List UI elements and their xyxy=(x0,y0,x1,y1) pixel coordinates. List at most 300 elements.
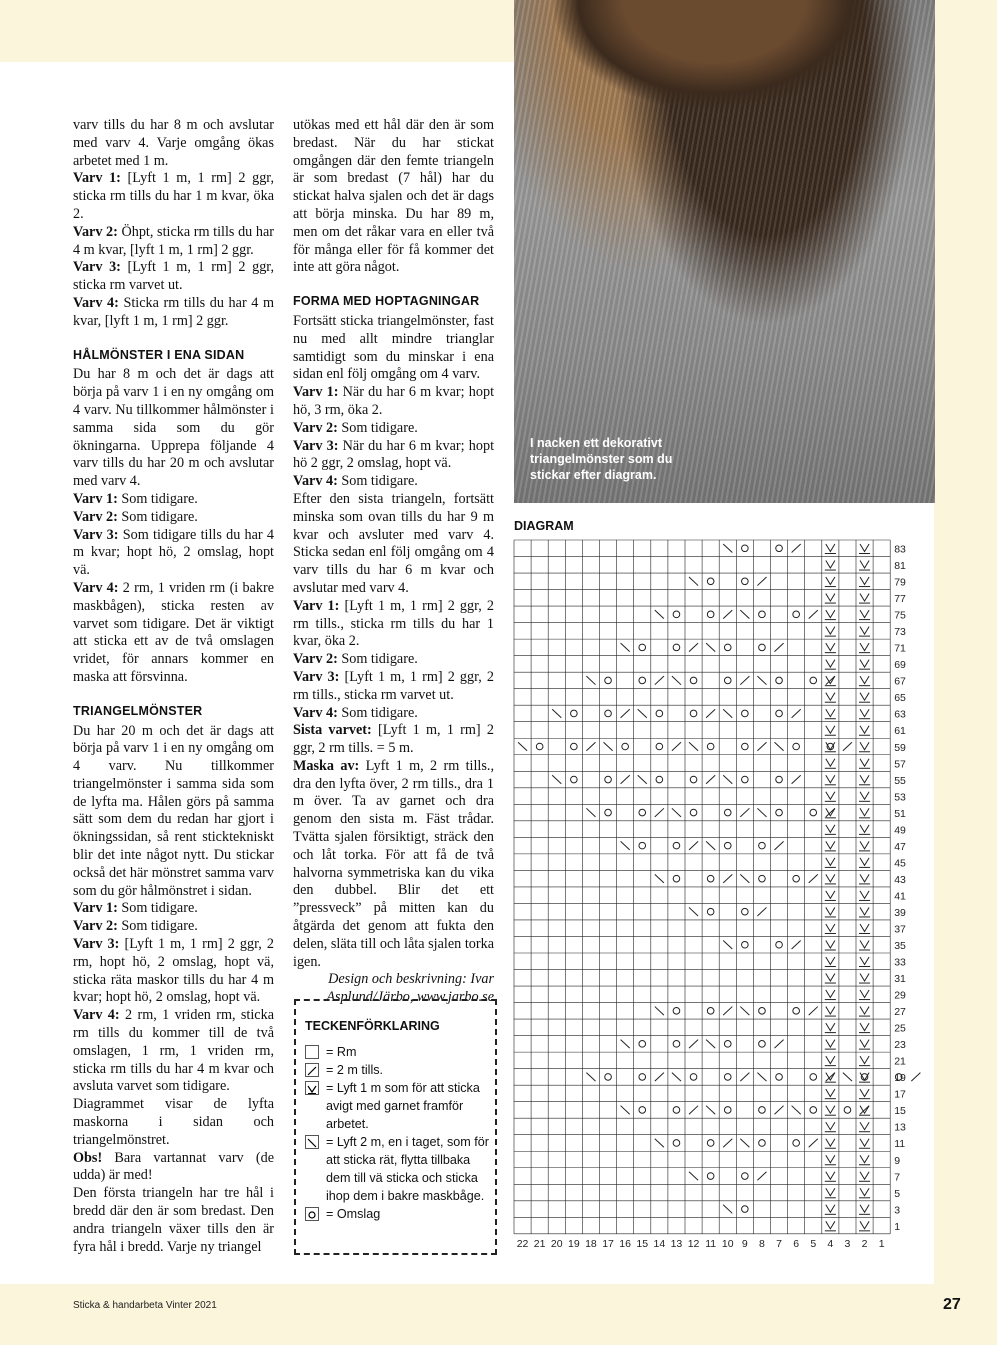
knitting-chart xyxy=(512,538,906,1258)
row-number: 19 xyxy=(894,1072,906,1085)
legend-item xyxy=(296,1061,489,1079)
omslag-symbol xyxy=(844,1107,851,1114)
backslash-symbol xyxy=(843,1073,852,1082)
paragraph xyxy=(293,438,494,474)
lyft-symbol xyxy=(859,841,870,851)
slash-symbol xyxy=(809,1007,818,1016)
column-number: 4 xyxy=(827,1237,834,1250)
omslag-symbol xyxy=(810,1107,817,1114)
column-number: 15 xyxy=(636,1237,649,1250)
slash-symbol xyxy=(775,1040,784,1049)
lyft-symbol xyxy=(859,1007,870,1017)
slash-symbol xyxy=(723,1139,732,1148)
omslag-symbol xyxy=(690,1074,697,1081)
lyft-symbol xyxy=(825,577,836,587)
row-number: 67 xyxy=(894,675,906,688)
row-number: 49 xyxy=(894,824,906,837)
row-label: Varv 2: xyxy=(73,223,118,240)
lyft-symbol xyxy=(859,1188,870,1198)
omslag-symbol xyxy=(793,743,800,750)
row-number: 51 xyxy=(894,807,906,820)
omslag-symbol xyxy=(571,743,578,750)
slash-symbol xyxy=(689,1106,698,1115)
omslag-symbol xyxy=(707,875,714,882)
row-number: 23 xyxy=(894,1039,906,1052)
lyft-symbol xyxy=(825,1056,836,1066)
omslag-symbol xyxy=(639,677,646,684)
lyft-symbol xyxy=(859,1139,870,1149)
photo-caption: I nacken ett dekorativt triangelmönster som du stickar efter diagram. xyxy=(530,436,673,482)
page-number: 27 xyxy=(943,1296,961,1313)
paragraph xyxy=(293,705,494,723)
column-number: 9 xyxy=(741,1237,748,1250)
lyft-symbol xyxy=(825,1221,836,1231)
omslag-symbol xyxy=(793,611,800,618)
slash-symbol xyxy=(655,676,664,685)
design-credit: Design och beskrivning: Ivar Asplund/Järbo, www.jarbo.se xyxy=(326,971,494,1006)
lyft-symbol xyxy=(859,874,870,884)
lyft-symbol xyxy=(859,974,870,984)
backslash-symbol xyxy=(621,841,630,850)
section-heading-triangelmonster: TRIANGELMÖNSTER xyxy=(73,703,203,718)
lyft-symbol xyxy=(859,544,870,554)
omslag-symbol xyxy=(776,710,783,717)
slash-symbol xyxy=(655,1073,664,1082)
omslag-symbol xyxy=(759,1041,766,1048)
legend-item xyxy=(296,1079,489,1133)
omslag-symbol xyxy=(810,677,817,684)
lyft-symbol xyxy=(859,610,870,620)
lyft-symbol xyxy=(859,1089,870,1099)
omslag-symbol xyxy=(673,644,680,651)
slash-symbol xyxy=(689,643,698,652)
row-label: Varv 3: xyxy=(73,259,121,276)
row-label: Varv 2: xyxy=(293,419,338,436)
omslag-symbol xyxy=(707,1140,714,1147)
symbol-legend-box xyxy=(294,999,497,1255)
v-check-icon xyxy=(305,1081,319,1095)
row-number: 47 xyxy=(894,840,906,853)
slash-symbol xyxy=(655,808,664,817)
backslash-symbol xyxy=(706,1106,715,1115)
lyft-symbol xyxy=(859,858,870,868)
row-label: Varv 1: xyxy=(293,597,340,614)
row-number: 59 xyxy=(894,741,906,754)
lyft-symbol xyxy=(859,660,870,670)
row-text: [Lyft 1 m, 1 rm] 2 ggr, sticka rm tills du har 1 m kvar, öka 2. xyxy=(73,170,274,222)
omslag-symbol xyxy=(690,710,697,717)
column-number: 10 xyxy=(721,1237,734,1250)
slash-symbol xyxy=(792,544,801,553)
backslash-symbol xyxy=(586,1073,595,1082)
row-text: När du har 6 m kvar; hopt hö, 3 rm, öka 2. xyxy=(293,384,495,418)
backslash-symbol xyxy=(740,610,749,619)
lyft-symbol xyxy=(825,990,836,1000)
omslag-symbol xyxy=(759,1107,766,1114)
row-text: Som tidigare. xyxy=(117,508,198,525)
backslash-icon xyxy=(305,1135,319,1149)
omslag-symbol xyxy=(605,1074,612,1081)
slash-symbol xyxy=(706,709,715,718)
legend-text: = Lyft 2 m, en i taget, som för att sticka rät, flytta tillbaka dem till vä sticka och sticka ihop dem i bakre maskbåge. xyxy=(326,1135,489,1203)
backslash-symbol xyxy=(638,709,647,718)
slash-symbol xyxy=(775,841,784,850)
column-number: 19 xyxy=(568,1237,580,1250)
omslag-symbol xyxy=(690,677,697,684)
lyft-symbol xyxy=(825,660,836,670)
row-number: 27 xyxy=(894,1006,906,1019)
omslag-symbol xyxy=(776,809,783,816)
backslash-symbol xyxy=(775,742,784,751)
row-number: 45 xyxy=(894,857,906,870)
paragraph xyxy=(73,918,274,936)
column-number: 18 xyxy=(585,1237,597,1250)
backslash-symbol xyxy=(655,874,664,883)
empty-square-icon xyxy=(305,1045,319,1059)
lyft-symbol xyxy=(859,742,870,752)
slash-symbol xyxy=(723,874,732,883)
row-label: Varv 1: xyxy=(293,384,339,401)
lyft-symbol xyxy=(859,924,870,934)
row-number: 43 xyxy=(894,873,906,886)
lyft-symbol xyxy=(825,627,836,637)
lyft-symbol xyxy=(825,561,836,571)
legend-text: = Lyft 1 m som för att sticka avigt med garnet framför arbetet. xyxy=(326,1081,480,1131)
row-number: 25 xyxy=(894,1022,906,1035)
row-text: Som tidigare. xyxy=(117,490,198,507)
lyft-symbol xyxy=(859,1172,870,1182)
lyft-symbol xyxy=(859,808,870,818)
lyft-symbol xyxy=(825,907,836,917)
lyft-symbol xyxy=(825,940,836,950)
backslash-symbol xyxy=(757,1073,766,1082)
slash-symbol xyxy=(586,742,595,751)
omslag-symbol xyxy=(742,743,749,750)
omslag-symbol xyxy=(707,578,714,585)
row-text: När du har 6 m kvar; hopt hö 2 ggr, 2 omslag, hopt vä. xyxy=(293,437,495,472)
slash-symbol xyxy=(689,1040,698,1049)
obs-label: Obs! xyxy=(73,1149,103,1166)
slash-symbol xyxy=(757,742,766,751)
omslag-symbol xyxy=(724,1041,731,1048)
paragraph xyxy=(293,384,494,420)
column-number: 14 xyxy=(653,1237,666,1250)
slash-symbol xyxy=(792,775,801,784)
column-number: 6 xyxy=(793,1237,800,1250)
slash-symbol xyxy=(689,841,698,850)
knit-shawl-photo xyxy=(514,0,935,503)
omslag-symbol xyxy=(724,1107,731,1114)
omslag-symbol xyxy=(673,1107,680,1114)
slash-symbol xyxy=(672,742,681,751)
lyft-symbol xyxy=(825,858,836,868)
lyft-symbol xyxy=(859,940,870,950)
row-text: [Lyft 1 m, 1 rm] 2 ggr, 2 rm tills., sticka rm tills du har 1 kvar, öka 2. xyxy=(293,597,495,650)
backslash-symbol xyxy=(689,742,698,751)
slash-symbol xyxy=(792,709,801,718)
omslag-symbol xyxy=(673,1008,680,1015)
backslash-symbol xyxy=(672,1073,681,1082)
lyft-symbol xyxy=(825,974,836,984)
row-number: 5 xyxy=(894,1187,901,1200)
row-number: 33 xyxy=(894,956,906,969)
lyft-symbol xyxy=(859,676,870,686)
paragraph xyxy=(73,1007,274,1096)
lyft-symbol xyxy=(825,775,836,785)
paragraph xyxy=(73,1150,274,1186)
row-number: 37 xyxy=(894,923,906,936)
slash-symbol xyxy=(740,1073,749,1082)
omslag-symbol xyxy=(742,710,749,717)
omslag-symbol xyxy=(690,809,697,816)
column-number: 20 xyxy=(550,1237,563,1250)
row-number: 9 xyxy=(894,1154,901,1167)
omslag-symbol xyxy=(724,677,731,684)
omslag-symbol xyxy=(742,545,749,552)
lyft-symbol xyxy=(859,643,870,653)
section-heading-halmonster: HÅLMÖNSTER I ENA SIDAN xyxy=(73,347,245,362)
omslag-symbol xyxy=(724,842,731,849)
backslash-symbol xyxy=(723,1205,732,1214)
backslash-symbol xyxy=(706,1040,715,1049)
row-label: Varv 2: xyxy=(73,918,118,935)
slash-symbol xyxy=(706,775,715,784)
slash-symbol xyxy=(757,577,766,586)
row-number: 73 xyxy=(894,626,906,639)
omslag-symbol xyxy=(690,776,697,783)
omslag-symbol xyxy=(742,1206,749,1213)
slash-symbol xyxy=(792,940,801,949)
row-number: 57 xyxy=(894,758,906,771)
column-number: 7 xyxy=(776,1237,782,1250)
row-number: 21 xyxy=(894,1055,906,1068)
paragraph xyxy=(73,224,274,260)
row-text: Som tidigare. xyxy=(117,918,198,935)
row-label: Varv 4: xyxy=(73,579,119,596)
column-number: 8 xyxy=(759,1237,765,1250)
paragraph xyxy=(73,936,274,1007)
backslash-symbol xyxy=(689,577,698,586)
row-number: 7 xyxy=(894,1171,901,1184)
omslag-symbol xyxy=(759,842,766,849)
row-number: 3 xyxy=(894,1204,901,1217)
omslag-symbol xyxy=(742,908,749,915)
omslag-symbol xyxy=(776,941,783,948)
omslag-symbol xyxy=(742,1173,749,1180)
paragraph: Fortsätt sticka triangelmönster, fast nu med allt mindre trianglar samtidigt som du minskar i ena sidan enl följ omgång om 4 varv. xyxy=(293,312,494,383)
backslash-symbol xyxy=(740,1139,749,1148)
omslag-symbol xyxy=(776,545,783,552)
omslag-symbol xyxy=(656,743,663,750)
lyft-symbol xyxy=(859,1023,870,1033)
slash-symbol xyxy=(621,775,630,784)
lyft-symbol xyxy=(825,726,836,736)
omslag-symbol xyxy=(707,1173,714,1180)
backslash-symbol xyxy=(586,808,595,817)
paragraph xyxy=(293,758,494,972)
row-number: 35 xyxy=(894,940,906,952)
legend-item xyxy=(296,1133,489,1205)
lyft-symbol xyxy=(825,924,836,934)
row-number: 17 xyxy=(894,1088,906,1101)
row-text: Som tidigare. xyxy=(337,704,418,721)
omslag-symbol xyxy=(707,908,714,915)
omslag-symbol xyxy=(639,1074,646,1081)
row-number: 41 xyxy=(894,890,906,903)
lyft-symbol xyxy=(825,874,836,884)
backslash-symbol xyxy=(723,544,732,553)
backslash-symbol xyxy=(740,1007,749,1016)
omslag-symbol xyxy=(622,743,629,750)
backslash-symbol xyxy=(655,610,664,619)
omslag-symbol xyxy=(742,776,749,783)
backslash-symbol xyxy=(638,775,647,784)
omslag-symbol xyxy=(724,644,731,651)
omslag-symbol xyxy=(793,875,800,882)
backslash-symbol xyxy=(655,1139,664,1148)
omslag-symbol xyxy=(793,1140,800,1147)
omslag-symbol xyxy=(759,1140,766,1147)
backslash-symbol xyxy=(740,874,749,883)
lyft-symbol xyxy=(825,1023,836,1033)
backslash-symbol xyxy=(672,808,681,817)
slash-symbol xyxy=(843,742,852,751)
row-number: 81 xyxy=(894,560,906,573)
lyft-symbol xyxy=(859,957,870,967)
lyft-symbol xyxy=(825,891,836,901)
lyft-symbol xyxy=(859,1155,870,1165)
lyft-symbol xyxy=(825,1139,836,1149)
row-number: 71 xyxy=(894,642,906,655)
slash-symbol xyxy=(775,1106,784,1115)
row-label: Varv 3: xyxy=(293,437,339,454)
obs-text: Bara vartannat varv (de udda) är med! xyxy=(73,1149,274,1184)
omslag-symbol xyxy=(571,710,578,717)
backslash-symbol xyxy=(518,742,527,751)
lyft-symbol xyxy=(859,726,870,736)
row-label: Varv 3: xyxy=(293,668,340,685)
row-text: Sticka rm tills du har 4 m kvar, [lyft 1 m, 1 rm] 2 ggr. xyxy=(73,294,274,329)
omslag-symbol xyxy=(759,611,766,618)
lyft-symbol xyxy=(859,709,870,719)
row-label: Varv 3: xyxy=(73,936,120,953)
row-number: 11 xyxy=(894,1138,906,1151)
legend-title: TECKENFÖRKLARING xyxy=(305,1019,440,1033)
paragraph xyxy=(73,509,274,527)
backslash-symbol xyxy=(757,676,766,685)
omslag-symbol xyxy=(707,1008,714,1015)
omslag-symbol xyxy=(776,1074,783,1081)
lyft-symbol xyxy=(825,709,836,719)
row-text: Som tidigare. xyxy=(117,900,198,917)
paragraph xyxy=(293,722,494,758)
lyft-symbol xyxy=(825,610,836,620)
column-number: 16 xyxy=(619,1237,631,1250)
column-number: 13 xyxy=(670,1237,683,1250)
column-number: 2 xyxy=(861,1237,868,1250)
omslag-symbol xyxy=(673,1140,680,1147)
row-label: Varv 4: xyxy=(293,704,338,721)
lyft-symbol xyxy=(825,594,836,604)
lyft-symbol xyxy=(859,693,870,703)
slash-symbol xyxy=(740,676,749,685)
omslag-symbol xyxy=(656,776,663,783)
backslash-symbol xyxy=(552,775,561,784)
row-text: 2 rm, 1 vriden rm (i bakre maskbågen), sticka resten av varvet som tidigare. Det är viktigt att sticka ett av de två omslagen vridet, för annars kommer en maska att försvinna. xyxy=(73,579,275,685)
backslash-symbol xyxy=(689,1172,698,1181)
row-number: 83 xyxy=(894,543,906,556)
photo-hair-area xyxy=(554,0,874,110)
row-number: 53 xyxy=(894,791,906,804)
row-text: [Lyft 1 m, 1 rm] 2 ggr, sticka rm varvet ut. xyxy=(73,259,274,294)
slash-symbol xyxy=(809,1139,818,1148)
paragraph: Du har 8 m och det är dags att börja på varv 1 i en ny omgång om 4 varv. Nu tillkommer hålmönster i samma sida som du gör ökningarna. Upprepa följande 4 varv tills du har 20 m och avslutar med varv 4. xyxy=(73,366,274,490)
row-number: 39 xyxy=(894,906,906,919)
omslag-symbol xyxy=(639,1041,646,1048)
omslag-symbol xyxy=(759,1008,766,1015)
row-number: 69 xyxy=(894,659,906,672)
lyft-symbol xyxy=(859,561,870,571)
row-number: 77 xyxy=(894,593,906,606)
row-label: Varv 4: xyxy=(293,473,338,490)
row-label: Varv 2: xyxy=(73,508,118,525)
row-label: Varv 4: xyxy=(73,1007,120,1024)
backslash-symbol xyxy=(621,1040,630,1049)
omslag-symbol xyxy=(656,710,663,717)
paragraph xyxy=(293,669,494,705)
paragraph: utökas med ett hål där den är som bredast. När du har stickat omgången där den femte triangeln är som bredast (7 hål) har du stickat halva sjalen och det är dags att börja minska. Du har 89 m, men om det råkar vara en eller två för många eller för få kommer det inte att göra något. xyxy=(293,117,494,276)
row-number: 31 xyxy=(894,973,906,986)
lyft-symbol xyxy=(825,643,836,653)
backslash-symbol xyxy=(586,676,595,685)
slash-symbol xyxy=(809,874,818,883)
paragraph xyxy=(293,651,494,669)
row-label: Varv 4: xyxy=(73,294,119,311)
lyft-symbol xyxy=(859,775,870,785)
row-label: Varv 2: xyxy=(293,651,338,668)
row-text: 2 rm, 1 vriden rm, sticka rm tills du kommer till de två omslagen, 1 rm, 1 vriden rm, sticka rm tills du har 4 m kvar och avsluta varvet som tidigare. xyxy=(73,1007,275,1095)
column-number: 21 xyxy=(533,1237,546,1250)
backslash-symbol xyxy=(655,1007,664,1016)
column-number: 3 xyxy=(844,1237,851,1250)
paragraph xyxy=(73,259,274,295)
slash-symbol xyxy=(621,709,630,718)
backslash-symbol xyxy=(706,643,715,652)
omslag-symbol xyxy=(605,809,612,816)
paragraph xyxy=(73,527,274,580)
omslag-symbol xyxy=(759,875,766,882)
backslash-symbol xyxy=(706,841,715,850)
backslash-symbol xyxy=(723,775,732,784)
paragraph xyxy=(73,491,274,509)
row-text: [Lyft 1 m, 1 rm] 2 ggr, 2 rm tills. = 5 m. xyxy=(293,722,495,757)
paragraph xyxy=(293,473,494,491)
row-number: 79 xyxy=(894,576,906,589)
circle-icon xyxy=(305,1207,319,1221)
lyft-symbol xyxy=(825,1172,836,1182)
paragraph xyxy=(73,580,274,687)
legend-text: = 2 m tills. xyxy=(326,1063,384,1077)
row-label: Varv 3: xyxy=(73,526,119,543)
row-label: Varv 1: xyxy=(73,900,118,917)
lyft-symbol xyxy=(859,1205,870,1215)
column-number: 17 xyxy=(602,1237,614,1250)
slash-symbol xyxy=(757,1172,766,1181)
backslash-symbol xyxy=(672,676,681,685)
omslag-symbol xyxy=(810,809,817,816)
legend-text: = Omslag xyxy=(326,1207,381,1221)
legend-item xyxy=(296,1043,489,1061)
